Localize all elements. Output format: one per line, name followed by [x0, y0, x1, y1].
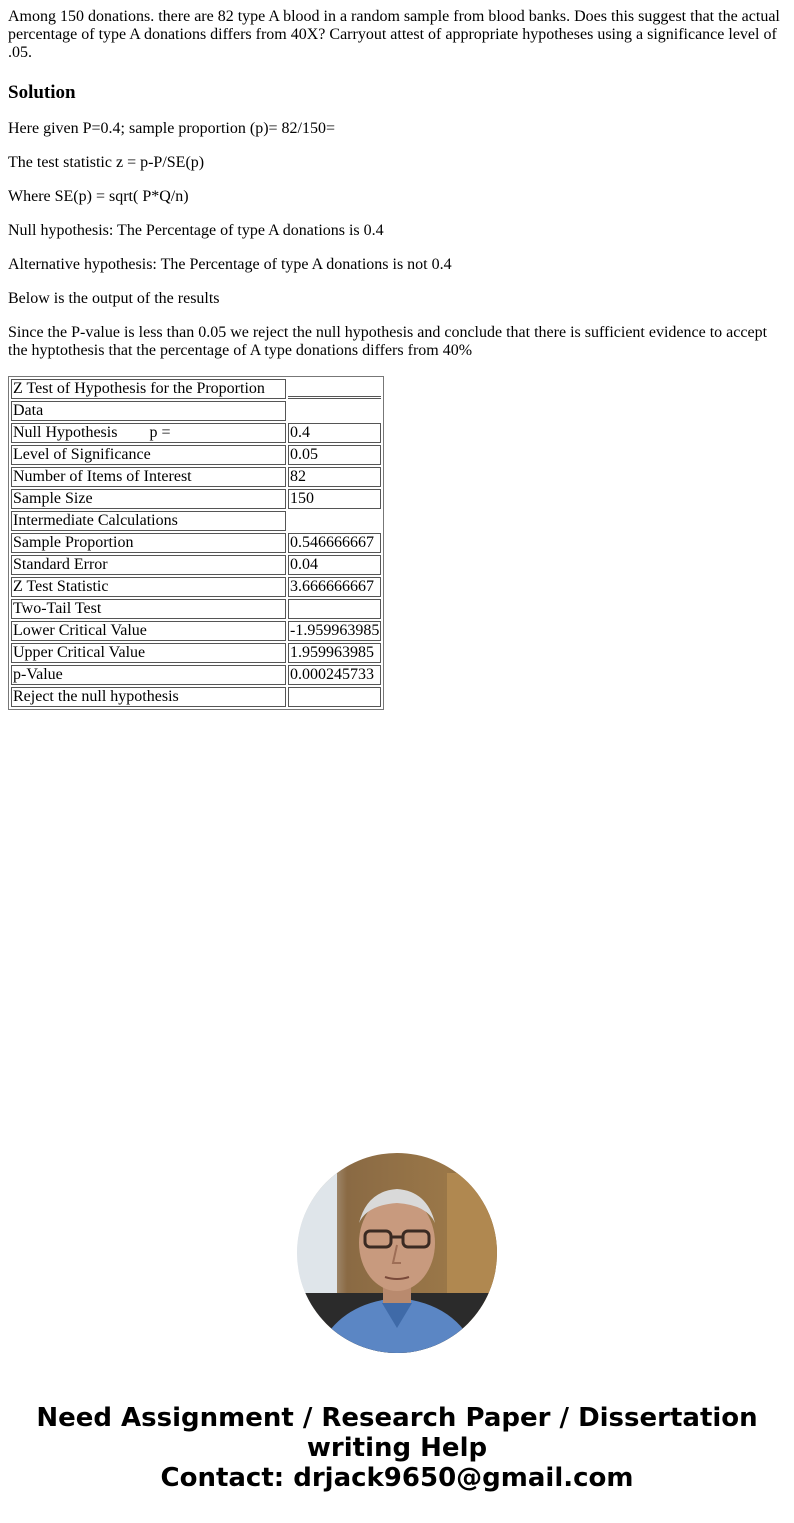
table-row: [11, 489, 381, 509]
z-statistic-value: 3.666666667: [288, 577, 381, 597]
table-cell-empty: [288, 401, 381, 421]
footer-line-1: Need Assignment / Research Paper / Dissertation: [36, 1403, 758, 1433]
table-cell-empty: [288, 379, 381, 399]
standard-error-value: 0.04: [288, 555, 381, 575]
solution-line-output-intro: Below is the output of the results: [8, 290, 220, 307]
solution-line-conclusion: Since the P-value is less than 0.05 we reject the null hypothesis and conclude that there is sufficient evidence to accept the hyptothesis that the percentage of A type donations differs from 40%: [8, 324, 768, 359]
table-row: [11, 533, 381, 553]
footer-banner: [0, 1403, 794, 1493]
table-row: [11, 423, 381, 443]
table-row: [11, 445, 381, 465]
table-row: [11, 621, 381, 641]
document-body: [0, 0, 794, 710]
table-row: [11, 511, 381, 531]
conclusion-text: Reject the null hypothesis: [11, 687, 286, 707]
results-table: [8, 376, 384, 710]
significance-value: 0.05: [288, 445, 381, 465]
sample-proportion-value: 0.546666667: [288, 533, 381, 553]
solution-line-test-statistic: The test statistic z = p-P/SE(p): [8, 154, 205, 171]
table-row: [11, 401, 381, 421]
footer-line-2: writing Help: [306, 1433, 488, 1463]
null-hypothesis-label: Null Hypothesis p =: [11, 423, 286, 443]
solution-heading: Solution: [8, 82, 76, 103]
table-row: [11, 555, 381, 575]
lower-critical-value-label: Lower Critical Value: [11, 621, 286, 641]
items-of-interest-value: 82: [288, 467, 381, 487]
section-header-data: Data: [11, 401, 286, 421]
upper-critical-value: 1.959963985: [288, 643, 381, 663]
upper-critical-value-label: Upper Critical Value: [11, 643, 286, 663]
solution-line-standard-error: Where SE(p) = sqrt( P*Q/n): [8, 188, 189, 205]
solution-line-given: Here given P=0.4; sample proportion (p)= 82/150=: [8, 120, 336, 137]
table-cell-empty: [288, 511, 381, 531]
table-row: [11, 643, 381, 663]
null-hypothesis-value: 0.4: [288, 423, 381, 443]
avatar: [297, 1153, 497, 1353]
lower-critical-value: -1.959963985: [290, 622, 380, 639]
table-row: [11, 577, 381, 597]
sample-size-label: Sample Size: [11, 489, 286, 509]
sample-size-value: 150: [288, 489, 381, 509]
standard-error-label: Standard Error: [11, 555, 286, 575]
table-row: [11, 599, 381, 619]
table-cell-empty: [288, 599, 381, 619]
footer-contact: Contact: drjack9650@gmail.com: [160, 1463, 634, 1493]
section-header-intermediate: Intermediate Calculations: [11, 511, 286, 531]
table-title: Z Test of Hypothesis for the Proportion: [11, 379, 286, 399]
table-row: [11, 467, 381, 487]
table-row: [11, 687, 381, 707]
section-header-two-tail: Two-Tail Test: [11, 599, 286, 619]
table-row: [11, 379, 381, 399]
z-statistic-label: Z Test Statistic: [11, 577, 286, 597]
table-cell-empty: [288, 687, 381, 707]
sample-proportion-label: Sample Proportion: [11, 533, 286, 553]
solution-line-alternative-hypothesis: Alternative hypothesis: The Percentage of type A donations is not 0.4: [8, 256, 452, 273]
question-text: Among 150 donations. there are 82 type A blood in a random sample from blood banks. Does this suggest that the actual percentage of type A donations differs from 40X? Carryout attest of appropriate hypotheses using a significance level of .05.: [8, 8, 780, 61]
p-value: 0.000245733: [288, 665, 381, 685]
p-value-label: p-Value: [11, 665, 286, 685]
solution-line-null-hypothesis: Null hypothesis: The Percentage of type A donations is 0.4: [8, 222, 384, 239]
table-row: [11, 665, 381, 685]
significance-label: Level of Significance: [11, 445, 286, 465]
avatar-photo: [297, 1153, 497, 1353]
items-of-interest-label: Number of Items of Interest: [11, 467, 286, 487]
